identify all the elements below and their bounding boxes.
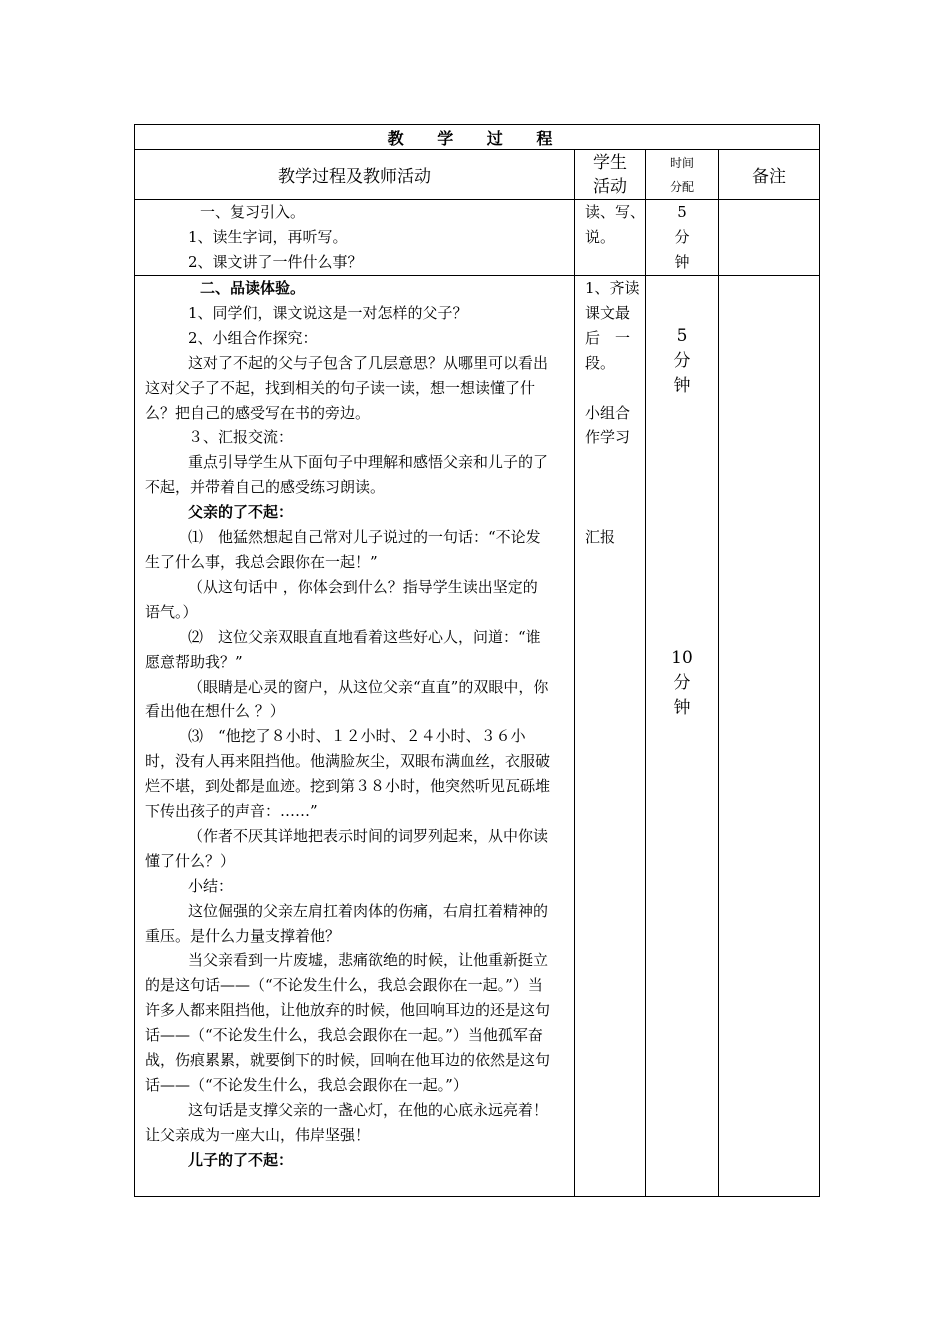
review-notes: [719, 200, 820, 276]
summary-label: 小结：: [188, 876, 234, 895]
review-line: 2、课文讲了一件什么事？: [188, 252, 363, 271]
review-section: [135, 200, 575, 276]
header-student-line2: 活动: [593, 176, 627, 197]
sentence-3-note: （作者不厌其详地把表示时间的词罗列起来，从中你读懂了什么？）: [145, 826, 549, 870]
spacer: [585, 450, 645, 525]
summary-paragraph: 这句话是支撑父亲的一盏心灯，在他的心底永远亮着！让父亲成为一座大山，伟岸坚强！: [145, 1100, 549, 1144]
student-line: 小组合: [585, 403, 631, 422]
reading-time: [646, 276, 719, 1197]
explore-paragraph: 这对了不起的父与子包含了几层意思？从哪里可以看出这对父子了不起，找到相关的句子读一读，想一想读懂了什么？把自己的感受写在书的旁边。: [145, 353, 549, 422]
time-line: 5: [677, 203, 687, 221]
sentence-2: ⑵ 这位父亲双眼直直地看着这些好心人，问道：“谁愿意帮助我？”: [145, 627, 541, 671]
header-time: [646, 150, 719, 200]
reading-section: [135, 276, 575, 1197]
time-line: 分: [674, 227, 690, 246]
review-time: [646, 200, 719, 276]
question-2: 2、小组合作探究：: [188, 328, 318, 347]
time-line: 钟: [674, 252, 690, 271]
question-3: ３、汇报交流：: [188, 428, 294, 447]
question-1: 1、同学们，课文说这是一对怎样的父子？: [188, 303, 468, 322]
student-line: 段。: [585, 353, 616, 372]
lesson-table: [134, 124, 820, 1197]
student-line: 课文最: [585, 303, 631, 322]
time-line: 钟: [673, 376, 691, 396]
student-line: 说。: [585, 227, 616, 246]
sentence-2-note: （眼睛是心灵的窗户，从这位父亲“直直”的双眼中，你看出他在想什么 ？）: [145, 677, 549, 721]
sentence-1: ⑴ 他猛然想起自己常对儿子说过的一句话：“不论发生了什么事，我总会跟你在一起！”: [145, 528, 541, 571]
spacer: [646, 399, 718, 646]
review-line: 1、读生字词，再听写。: [188, 227, 348, 246]
header-notes: 备注: [719, 150, 820, 200]
spacer: [585, 376, 645, 401]
reading-notes: [719, 276, 820, 1197]
student-line: 作学习: [585, 428, 631, 447]
section-heading: 二、品读体验。: [200, 279, 306, 297]
reading-student-activity: [575, 276, 646, 1197]
summary-paragraph: 当父亲看到一片废墟，悲痛欲绝的时候，让他重新挺立的是这句话——（“不论发生什么，我总会跟你在一起。”）当许多人都来阻挡他，让他放弃的时候，他回响耳边的还是这句话——（“不论发生什么，我总会跟你在一起。”）当他孤军奋战，伤痕累累，就要倒下的时候，回响在他耳边的依然是这句话——（“不论发生什么，我总会跟你在一起。”）: [145, 951, 551, 1094]
spacer: [646, 276, 718, 324]
header-process: 教学过程及教师活动: [135, 150, 575, 200]
header-student: [575, 150, 646, 200]
student-line: 汇报: [585, 528, 616, 547]
header-time-line1: 时间: [669, 155, 694, 170]
student-line: 读、写、: [585, 203, 646, 221]
review-student-activity: [575, 200, 646, 276]
time-line: 5: [676, 326, 688, 346]
son-heading: 儿子的了不起：: [188, 1150, 294, 1169]
header-student-line1: 学生: [593, 152, 627, 173]
time-line: 10: [671, 648, 693, 668]
summary-paragraph: 这位倔强的父亲左肩扛着肉体的伤痛，右肩扛着精神的重压。是什么力量支撑着他？: [145, 901, 549, 945]
guide-paragraph: 重点引导学生从下面句子中理解和感悟父亲和儿子的了不起，并带着自己的感受练习朗读。: [145, 453, 549, 497]
header-time-line2: 分配: [669, 179, 694, 194]
table-title: 教 学 过 程: [135, 125, 820, 150]
review-line: 一、复习引入。: [200, 203, 306, 221]
time-line: 分: [673, 673, 691, 693]
student-line: 1、齐读: [585, 279, 640, 297]
time-line: 分: [673, 351, 691, 371]
student-line: 后 一: [585, 328, 631, 347]
sentence-1-note: （从这句话中 ，你体会到什么？指导学生读出坚定的语气。）: [145, 577, 538, 621]
time-line: 钟: [673, 698, 691, 718]
father-heading: 父亲的了不起：: [188, 503, 294, 522]
sentence-3: ⑶ “他挖了８小时、１２小时、２４小时、３６小时，没有人再来阻挡他。他满脸灰尘，双眼布满血丝，衣服破烂不堪，到处都是血迹。挖到第３８小时，他突然听见瓦砾堆下传出孩子的声音：……”: [145, 727, 551, 821]
